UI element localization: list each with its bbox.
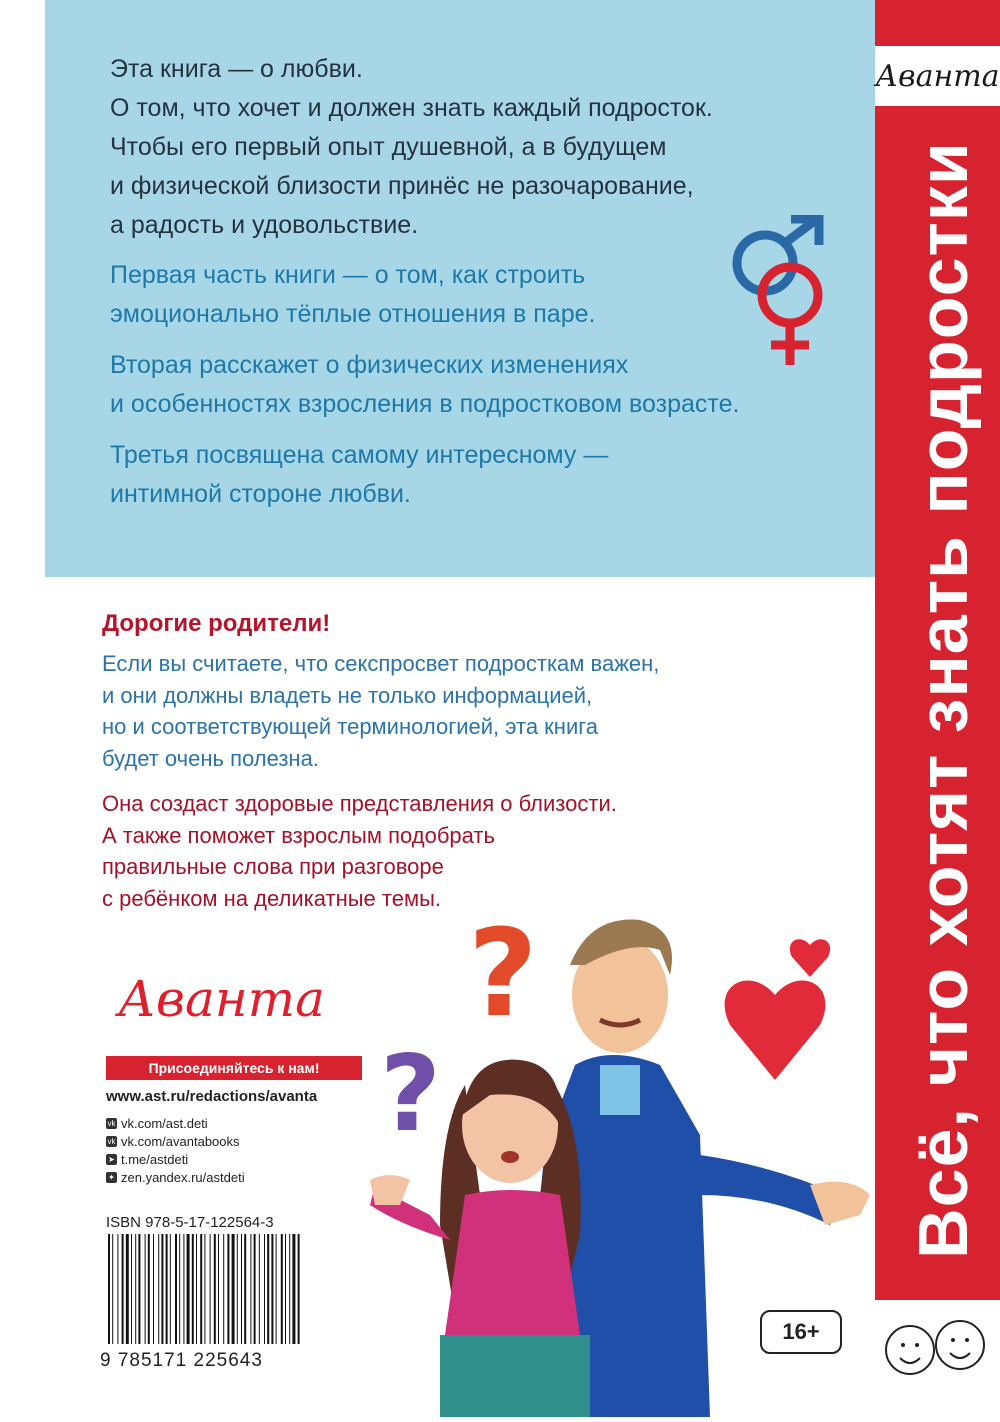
barcode-bar — [259, 1234, 260, 1344]
barcode-bar — [292, 1234, 295, 1344]
barcode-bar — [135, 1234, 136, 1344]
barcode-bar — [145, 1234, 146, 1344]
gender-symbols-icon — [725, 215, 835, 375]
join-banner: Присоединяйтесь к нам! — [106, 1056, 362, 1080]
parents-line: но и соответствующей терминологией, эта книга — [102, 714, 599, 739]
social-link[interactable] — [106, 1168, 245, 1186]
intro-line: О том, что хочет и должен знать каждый подросток. — [110, 94, 713, 122]
intro-line: а радость и удовольствие. — [110, 211, 419, 239]
social-link[interactable] — [106, 1132, 245, 1150]
barcode-bar — [170, 1234, 171, 1344]
barcode-bar — [250, 1234, 251, 1344]
parents-text-blue — [102, 648, 659, 774]
barcode-bar — [117, 1234, 118, 1344]
spine-logo: Аванта — [875, 58, 1000, 94]
intro-line: Чтобы его первый опыт душевной, а в будущем — [110, 133, 667, 161]
part3-line: Третья посвящена самому интересному — — [110, 441, 609, 469]
parents-line: А также поможет взрослым подобрать — [102, 822, 495, 848]
barcode-bar — [227, 1234, 229, 1344]
barcode-bar — [126, 1234, 129, 1344]
kids-doodle-icon — [875, 1300, 1000, 1417]
part1-text — [110, 256, 595, 334]
barcode-bar — [214, 1234, 216, 1344]
barcode-bar — [153, 1234, 154, 1344]
barcode-bar — [254, 1234, 256, 1344]
barcode-number: 9 785171 225643 — [100, 1350, 263, 1371]
spine-illustration — [875, 1300, 1000, 1417]
part2-line: Вторая расскажет о физических изменениях — [110, 351, 629, 379]
parents-line: и они должны владеть не только информацией, — [102, 682, 593, 708]
vk-icon: vk — [107, 1118, 116, 1128]
barcode-bar — [267, 1234, 269, 1344]
part1-line: эмоционально тёплые отношения в паре. — [110, 300, 596, 328]
barcode-bar — [298, 1234, 300, 1344]
barcode-bar — [148, 1234, 150, 1344]
barcode-bar — [289, 1234, 290, 1344]
social-link-text: vk.com/avantabooks — [121, 1133, 240, 1149]
isbn-label: ISBN 978-5-17-122564-3 — [106, 1214, 274, 1231]
telegram-icon: ➤ — [106, 1154, 117, 1165]
barcode-bar — [108, 1234, 110, 1344]
barcode-bar — [166, 1234, 168, 1344]
barcode-bar — [112, 1234, 113, 1344]
barcode-bar — [218, 1234, 219, 1344]
publisher-logo: Аванта — [118, 970, 325, 1028]
part3-line: интимной стороне любви. — [110, 480, 411, 508]
part3-text — [110, 436, 608, 514]
parents-line: Она создаст здоровые представления о близости. — [102, 791, 617, 816]
age-rating-badge: 16+ — [760, 1310, 842, 1354]
barcode-bar — [183, 1234, 184, 1344]
barcode-bar — [138, 1234, 140, 1344]
barcode-bar — [158, 1234, 159, 1344]
barcode-bar — [271, 1234, 273, 1344]
social-link-text: t.me/astdeti — [121, 1151, 189, 1167]
barcode-bar — [285, 1234, 286, 1344]
barcode-bar — [187, 1234, 190, 1344]
barcode-bar — [192, 1234, 194, 1344]
social-link[interactable] — [106, 1114, 245, 1132]
barcode-bar — [200, 1234, 202, 1344]
barcode-bar — [175, 1234, 177, 1344]
part2-text — [110, 346, 739, 424]
intro-text — [110, 50, 713, 245]
barcode-bar — [179, 1234, 180, 1344]
barcode-bar — [204, 1234, 205, 1344]
social-link[interactable] — [106, 1150, 245, 1168]
intro-line: и физической близости принёс не разочарование, — [110, 172, 694, 200]
parents-line: правильные слова при разговоре — [102, 854, 444, 879]
vk-icon: vk — [107, 1136, 116, 1146]
barcode-bar — [122, 1234, 124, 1344]
intro-line: Эта книга — о любви. — [110, 55, 363, 83]
barcode-bar — [161, 1234, 163, 1344]
barcode-bar — [264, 1234, 265, 1344]
social-links — [106, 1114, 245, 1186]
male-symbol-icon — [737, 219, 819, 291]
barcode-bar — [232, 1234, 235, 1344]
barcode — [106, 1234, 302, 1344]
part2-line: и особенностях взросления в подростковом возрасте. — [110, 390, 740, 418]
parents-title: Дорогие родители! — [102, 610, 331, 637]
barcode-bar — [276, 1234, 277, 1344]
barcode-bar — [196, 1234, 197, 1344]
parents-line: Если вы считаете, что секспросвет подросткам важен, — [102, 651, 660, 676]
barcode-bar — [244, 1234, 246, 1344]
barcode-bar — [237, 1234, 238, 1344]
barcode-bar — [131, 1234, 132, 1344]
parents-line: будет очень полезна. — [102, 745, 319, 771]
barcode-bar — [241, 1234, 242, 1344]
question-mark-icon: ? — [468, 905, 538, 1044]
barcode-bar — [210, 1234, 211, 1344]
barcode-bar — [281, 1234, 283, 1344]
part1-line: Первая часть книги — о том, как строить — [110, 261, 586, 289]
publisher-site-link[interactable]: www.ast.ru/redactions/avanta — [106, 1088, 318, 1105]
spine-title: Всё, что хотят знать подростки — [904, 141, 982, 1259]
social-link-text: zen.yandex.ru/astdeti — [121, 1169, 245, 1185]
question-mark-icon: ? — [380, 1033, 441, 1155]
parents-line: с ребёнком на деликатные темы. — [102, 885, 441, 911]
barcode-bar — [223, 1234, 224, 1344]
social-link-text: vk.com/ast.deti — [121, 1115, 208, 1131]
zen-icon: ✦ — [106, 1172, 117, 1183]
heart-icon — [790, 939, 830, 977]
heart-icon — [725, 981, 826, 1080]
